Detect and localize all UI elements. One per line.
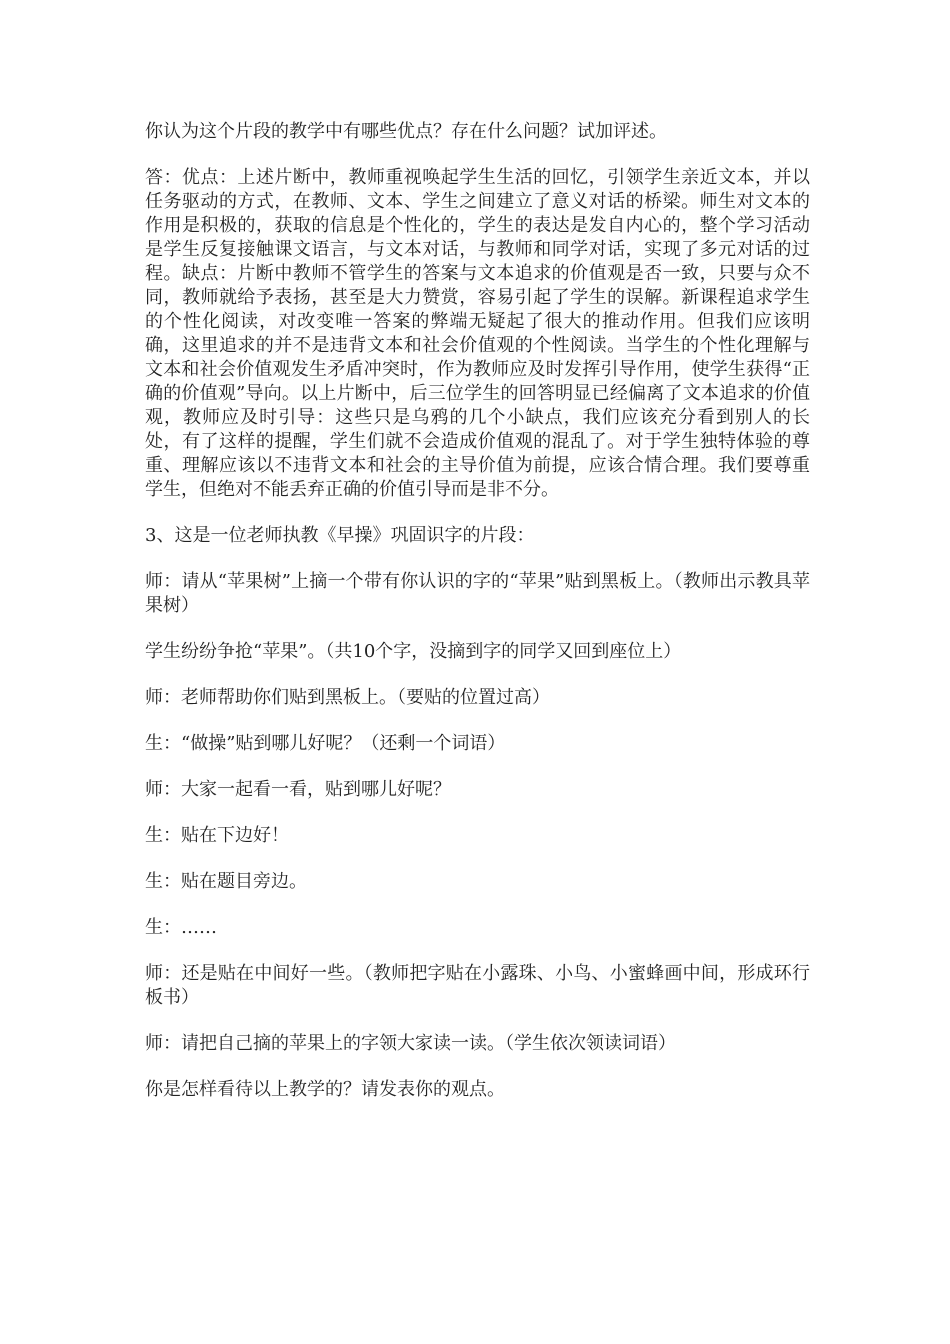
- dialogue-line: 生：……: [145, 917, 217, 938]
- dialogue-line: 生：贴在下边好！: [145, 825, 289, 846]
- dialogue-line: 师：请把自己摘的苹果上的字领大家读一读。（学生依次领读词语）: [145, 1033, 676, 1054]
- dialogue-line: 学生纷纷争抢“苹果”。（共10个字，没摘到字的同学又回到座位上）: [145, 641, 682, 662]
- answer-paragraph: 答：优点：上述片断中，教师重视唤起学生生活的回忆，引领学生亲近文本，并以任务驱动的方式，在教师、文本、学生之间建立了意义对话的桥梁。师生对文本的作用是积极的，获取的信息是个性化的，学生的表达是发自内心的，整个学习活动是学生反复接触课文语言，与文本对话，与教师和同学对话，实现了多元对话的过程。缺点：片断中教师不管学生的答案与文本追求的价值观是否一致，只要与众不同，教师就给予表扬，甚至是大力赞赏，容易引起了学生的误解。新课程追求学生的个性化阅读，对改变唯一答案的弊端无疑起了很大的推动作用。但我们应该明确，这里追求的并不是违背文本和社会价值观的个性阅读。当学生的个性化理解与文本和社会价值观发生矛盾冲突时，作为教师应及时发挥引导作用，使学生获得“正确的价值观”导向。以上片断中，后三位学生的回答明显已经偏离了文本追求的价值观，教师应及时引导：这些只是乌鸦的几个小缺点，我们应该充分看到别人的长处，有了这样的提醒，学生们就不会造成价值观的混乱了。对于学生独特体验的尊重、理解应该以不违背文本和社会的主导价值为前提，应该合情合理。我们要尊重学生，但绝对不能丢弃正确的价值引导而是非不分。: [145, 167, 810, 500]
- dialogue-line: 师：大家一起看一看，贴到哪儿好呢？: [145, 779, 451, 800]
- document-page: [145, 120, 810, 1124]
- dialogue-line: 生：“做操”贴到哪儿好呢？（还剩一个词语）: [145, 733, 506, 754]
- dialogue-line: 生：贴在题目旁边。: [145, 871, 307, 892]
- dialogue-line: 师：老师帮助你们贴到黑板上。（要贴的位置过高）: [145, 687, 550, 708]
- section-heading: 3、这是一位老师执教《早操》巩固识字的片段：: [145, 525, 535, 546]
- closing-question: 你是怎样看待以上教学的？请发表你的观点。: [145, 1079, 505, 1100]
- dialogue-line: 师：请从“苹果树”上摘一个带有你认识的字的“苹果”贴到黑板上。（教师出示教具苹果树）: [145, 571, 810, 616]
- dialogue-line: 师：还是贴在中间好一些。（教师把字贴在小露珠、小鸟、小蜜蜂画中间，形成环行板书）: [145, 963, 810, 1008]
- question-paragraph: 你认为这个片段的教学中有哪些优点？存在什么问题？试加评述。: [145, 121, 667, 142]
